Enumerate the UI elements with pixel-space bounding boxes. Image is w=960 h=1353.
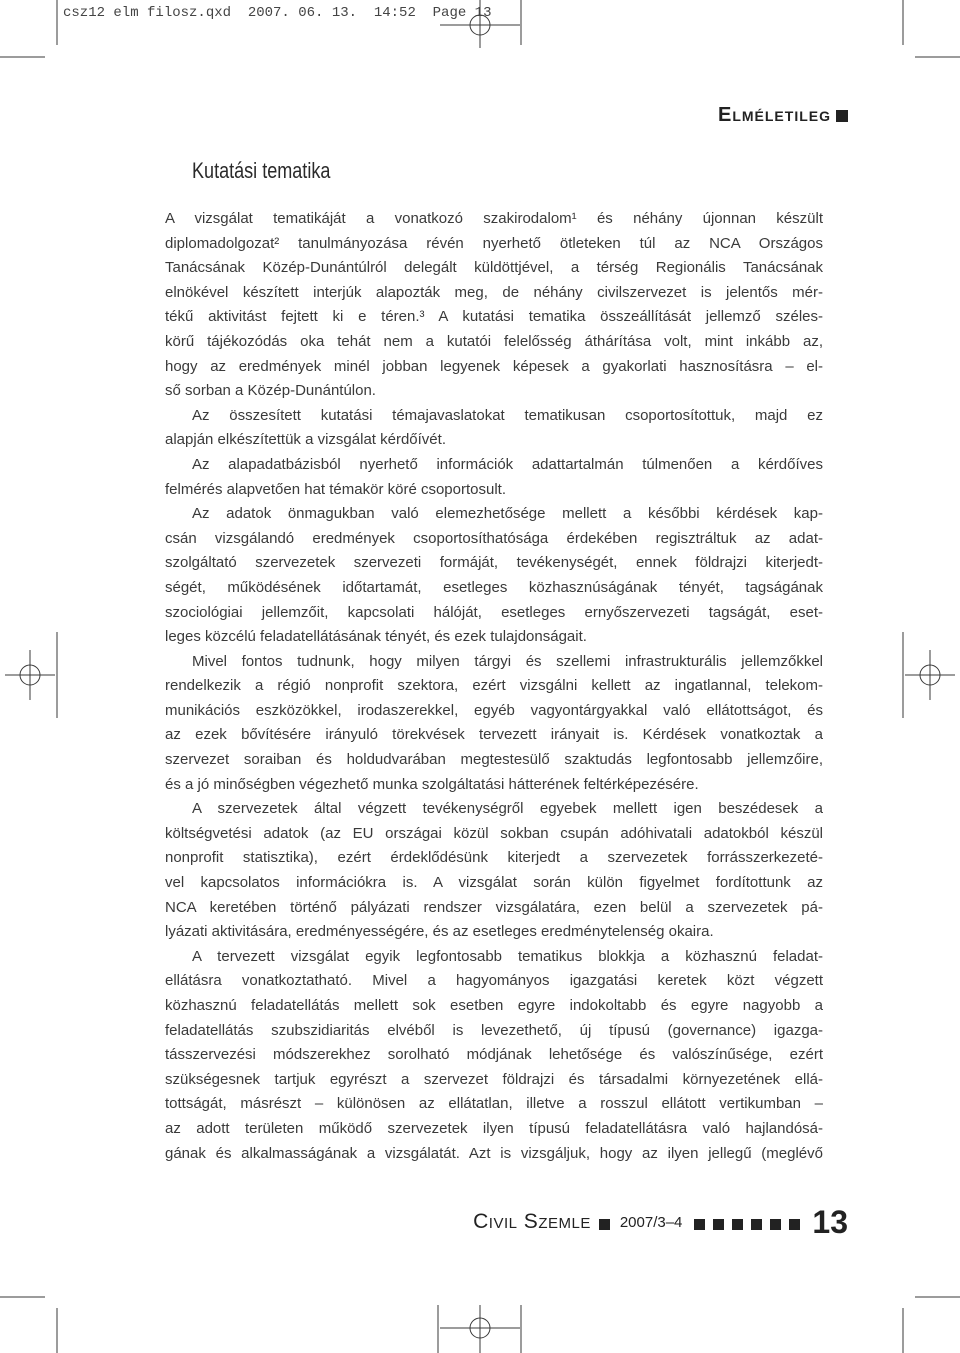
text-line: feladatellátás szubszidiaritás elvéből is levezethető, új típusú (governance) igazga- xyxy=(165,1021,823,1039)
paragraph xyxy=(165,502,823,650)
square-bullet-icon xyxy=(789,1219,800,1230)
text-line: szervezet soraiban és holdudvarában megtestesülő szaktudás legfontosabb jellemzőire, xyxy=(165,751,823,769)
square-bullet-icon xyxy=(694,1219,705,1230)
crop-mark-bottom-left xyxy=(0,1297,57,1353)
page-title: Kutatási tematika xyxy=(192,158,331,183)
text-line: munikációs eszközökkel, irodaszerekkel, egyéb vagyontárgyakkal való ellátottságot, és xyxy=(165,701,823,719)
text-line: szociológiai jellemzőit, kapcsolati hálóját, esetleges ernyőszervezeti tagságát, eset- xyxy=(165,603,823,621)
print-slug: csz12 elm filosz.qxd 2007. 06. 13. 14:52 Page 13 xyxy=(63,5,492,21)
square-bullet-icon xyxy=(732,1219,743,1230)
text-line: és a jó minőségben végezhető munka szolgáltatási hátterének feltérképezésére. xyxy=(165,775,699,793)
paragraph xyxy=(165,404,823,453)
text-line: körű tájékozódás oka tehát nem a kutatói felelősség áthárítása volt, mint inkább az, xyxy=(165,332,823,350)
text-line: ső sorban a Közép-Dunántúlon. xyxy=(165,382,376,400)
text-line: rendelkezik a régió nonprofit szektora, ezért vizsgálni kellett az ingatlannal, telekom- xyxy=(165,677,823,695)
text-line: közhasznú feladatellátás mellett sok esetben egyre indokoltabb és egyre nagyobb a xyxy=(165,997,823,1014)
text-line: vel kapcsolatos információkra is. A vizsgálat során külön figyelmet fordítottunk az xyxy=(165,874,823,892)
issue-number: 2007/3–4 xyxy=(619,1213,683,1231)
registration-mark-right xyxy=(903,632,955,718)
text-line: nonprofit statisztika), ezért érdeklődésünk kiterjedt a szervezetek forrásszerkezeté- xyxy=(165,849,823,867)
text-line: leges közcélú feladatellátásának tényét, és ezek tulajdonságait. xyxy=(165,628,587,646)
text-line: lyázati aktivitására, eredményességére, és az esetleges eredménytelenség okaira. xyxy=(165,923,714,941)
text-line: Mivel fontos tudnunk, hogy milyen tárgyi és szellemi infrastrukturális jellemzőkkel xyxy=(192,652,823,670)
section-header xyxy=(718,104,848,127)
crop-mark-top-left xyxy=(0,0,57,57)
text-line: Az összesített kutatási témajavaslatokat tematikusan csoportosítottuk, majd ez xyxy=(192,406,823,424)
text-line: csán vizsgálandó eredmények csoportosíthatósága érdekében regisztráltuk az adat- xyxy=(165,529,823,547)
section-label: Elméletileg xyxy=(717,104,831,126)
text-line: tottságát, másrészt – különösen az ellátatlan, illetve a rosszul ellátott vertikumban – xyxy=(165,1095,823,1113)
square-bullet-icon xyxy=(713,1219,724,1230)
page-number: 13 xyxy=(812,1203,848,1240)
text-line: ellátásra vonatkoztatható. Mivel a hagyományos igazgatási keretek közt végzett xyxy=(165,972,823,990)
text-line: A vizsgálat tematikáját a vonatkozó szakirodalom¹ és néhány újonnan készült xyxy=(165,210,823,227)
text-line: szükségesnek tartjuk egyrészt a szervezet földrajzi és társadalmi környezetének ellá- xyxy=(165,1070,823,1088)
paragraph xyxy=(165,945,823,1166)
text-line: NCA keretében történő pályázati rendszer vizsgálatára, ezen belül a szervezetek pá- xyxy=(165,898,823,916)
text-line: hogy az eredmények minél jobban legyenek képesek a gyakorlati hasznosításra – el- xyxy=(165,357,823,375)
body-text xyxy=(165,207,823,1166)
registration-mark-left xyxy=(5,632,57,718)
paragraph xyxy=(165,650,823,798)
square-bullet-icon xyxy=(770,1219,781,1230)
text-line: A szervezetek által végzett tevékenységről egyebek mellett igen beszédesek a xyxy=(192,800,823,818)
registration-mark-bottom xyxy=(438,1305,521,1353)
text-line: alapján elkészítettük a vizsgálat kérdőívét. xyxy=(165,431,446,449)
text-line: tásszervezési módszerekhez sorolható módjának lehetősége és valószínűsége, ezért xyxy=(165,1046,823,1064)
text-line: A tervezett vizsgálat egyik legfontosabb tematikus blokkja a közhasznú feladat- xyxy=(192,947,823,965)
text-line: költségvetési adatok (az EU országai közül sokban csupán adóhivatali adatokból készül xyxy=(165,824,823,842)
square-bullet-icon xyxy=(751,1219,762,1230)
text-line: elnökével készített interjúk alapozták meg, de néhány civilszervezet is jelentős mér- xyxy=(165,283,823,301)
text-line: Az adatok önmagukban való elemezhetősége mellett a későbbi kérdések kap- xyxy=(192,505,823,523)
text-line: ségét, működésének időtartamát, esetleges közhasznúságának tényét, tagságának xyxy=(165,578,823,596)
text-line: felmérés alapvetően hat témakör köré csoportosult. xyxy=(165,480,507,498)
text-line: diplomadolgozat² tanulmányozása révén nyerhető ötleteken túl az NCA Országos xyxy=(165,234,823,252)
text-line: szolgáltató szervezetek szervezeti formáját, tevékenységét, ennek földrajzi kiterjedt- xyxy=(165,554,823,572)
square-bullet-icon xyxy=(836,110,848,122)
text-line: az ezek bővítésére irányuló törekvések tervezett irányait is. Kérdések vonatkoztak a xyxy=(165,726,823,744)
page-footer xyxy=(473,1204,848,1240)
paragraph xyxy=(165,797,823,945)
text-line: tékű aktivitást fejtett ki e téren.³ A kutatási tematika összeállítását jellemző széles- xyxy=(165,308,823,326)
paragraph xyxy=(165,207,823,404)
journal-name: Civil Szemle xyxy=(473,1210,591,1233)
crop-mark-top-right xyxy=(903,0,960,57)
text-line: Tanácsának Közép-Dunántúlról delegált küldöttjével, a térség Regionális Tanácsának xyxy=(165,259,823,277)
square-bullet-icon xyxy=(599,1219,610,1230)
text-line: gának és alkalmasságának a vizsgálatát. Azt is vizsgáljuk, hogy az ilyen jellegű (meglévő xyxy=(165,1144,823,1162)
text-line: Az alapadatbázisból nyerhető információk adattartalmán túlmenően a kérdőíves xyxy=(192,455,823,473)
text-line: az adott területen működő szervezetek ilyen típusú feladatellátásra való hajlandósá- xyxy=(165,1119,823,1137)
crop-mark-bottom-right xyxy=(903,1297,960,1353)
paragraph xyxy=(165,453,823,502)
